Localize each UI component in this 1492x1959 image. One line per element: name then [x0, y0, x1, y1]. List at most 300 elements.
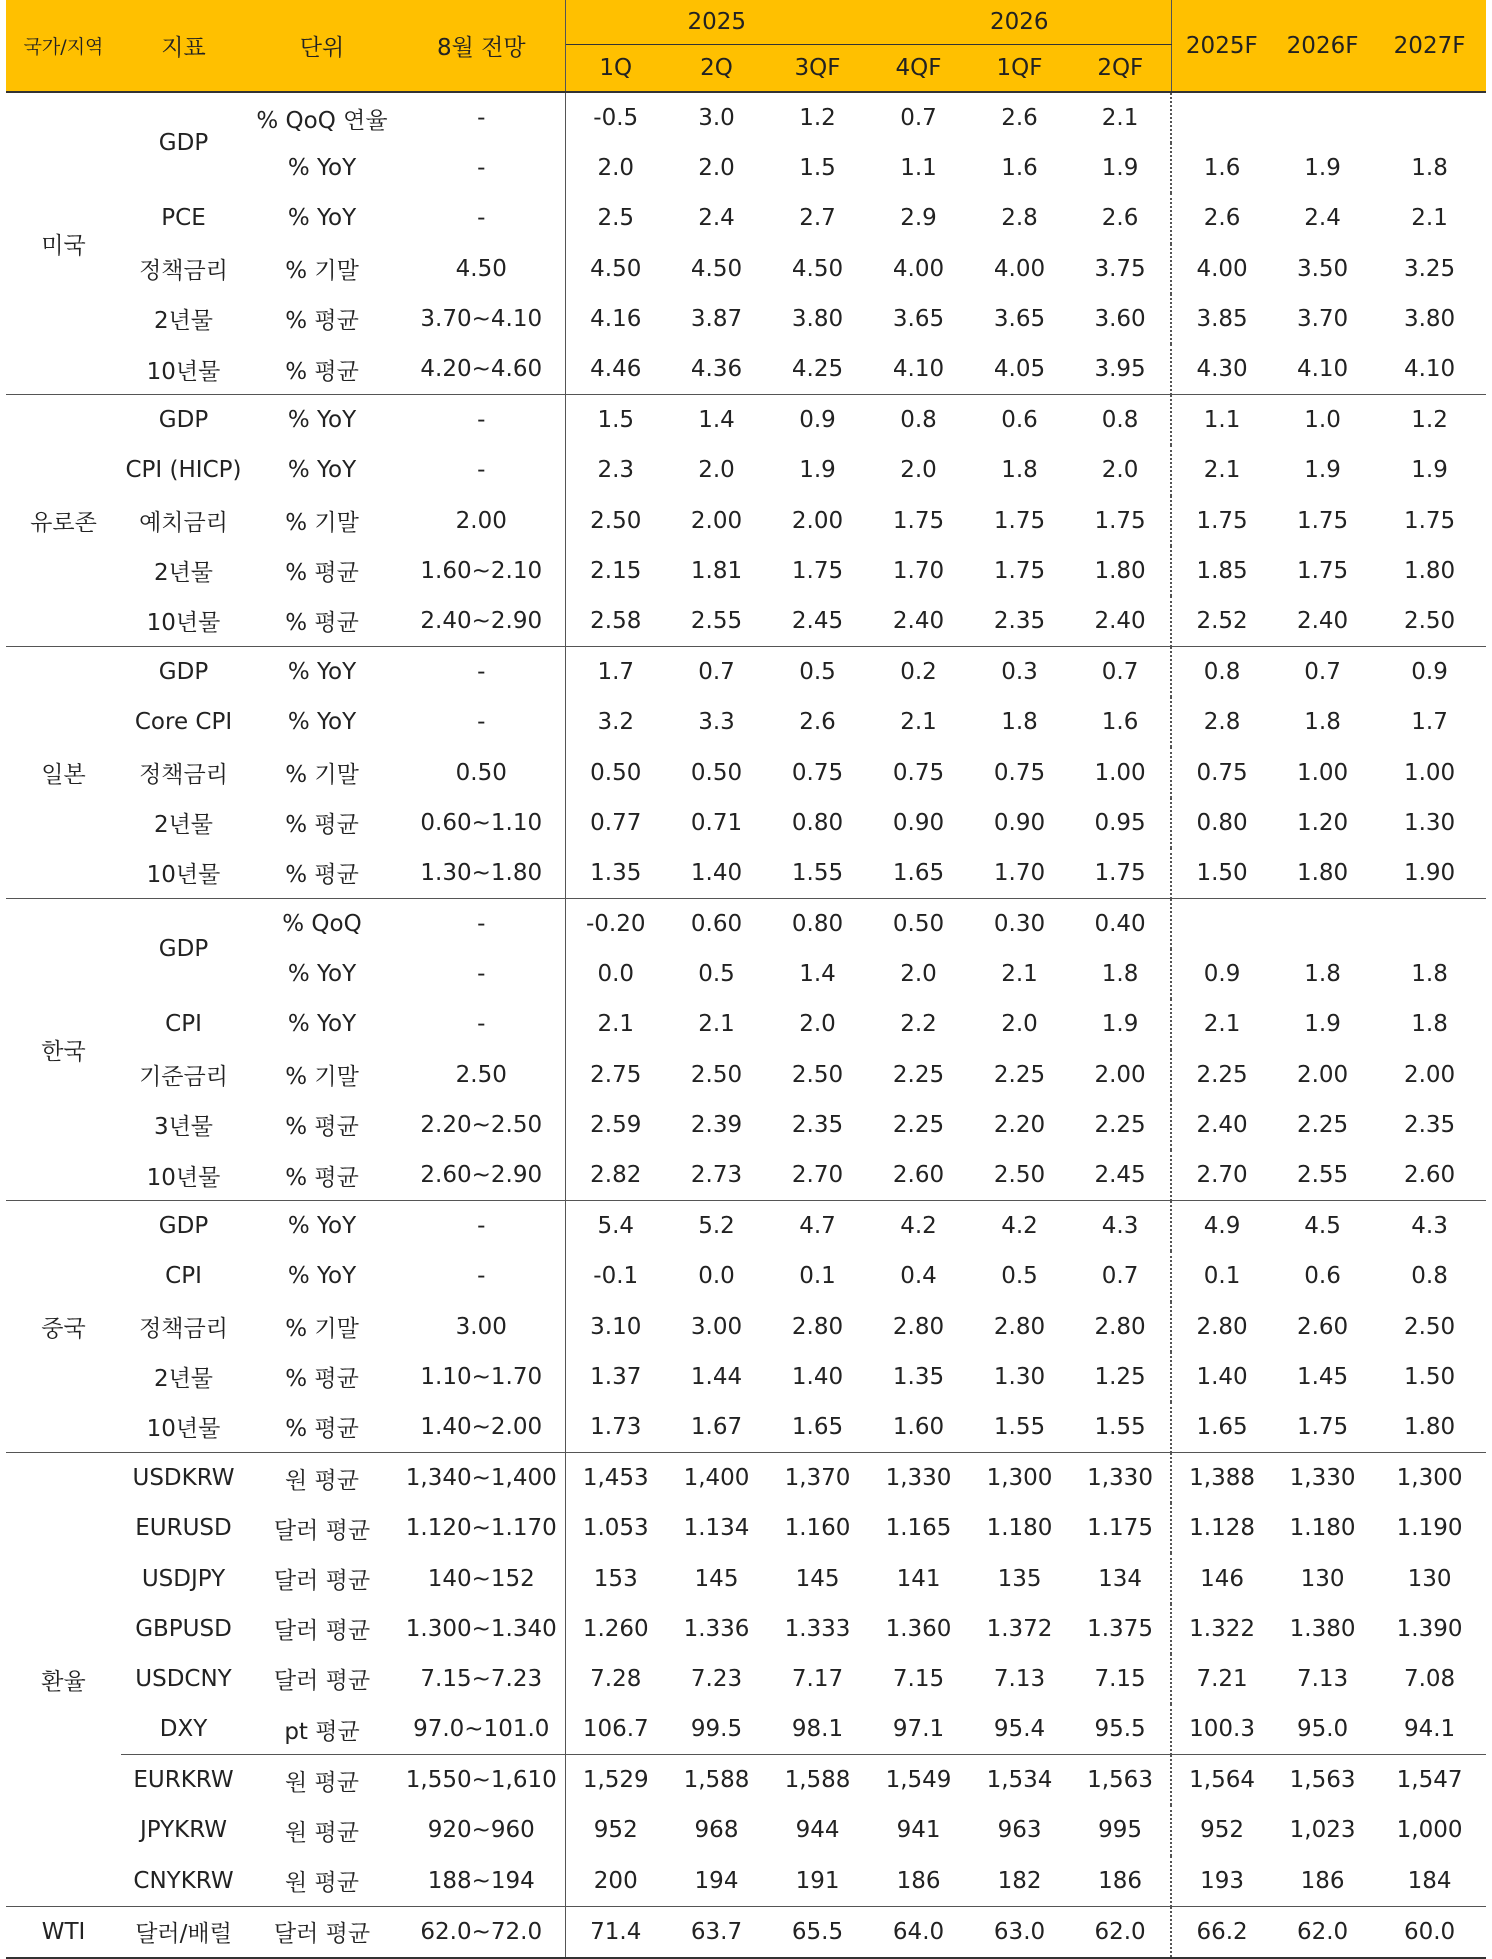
- quarter-value-cell: 0.95: [1070, 798, 1171, 848]
- unit-cell: % YoY: [287, 709, 357, 736]
- august-outlook-cell: 2.40~2.90: [398, 596, 565, 647]
- quarter-value-cell: 4.2: [969, 1201, 1070, 1252]
- quarter-value-cell: 2.25: [892, 1111, 945, 1138]
- annual-value-cell: [1272, 92, 1373, 143]
- quarter-value-cell: 3.80: [791, 305, 844, 332]
- annual-value-cell: 2.4: [1304, 205, 1341, 232]
- table-row: [6, 1553, 1486, 1603]
- indicator-cell: 10년물: [146, 862, 221, 889]
- table-row: [6, 1100, 1486, 1150]
- quarter-value-cell: 2.50: [791, 1061, 844, 1088]
- annual-value-cell: 0.6: [1304, 1263, 1341, 1290]
- quarter-value-cell: 4.50: [590, 255, 642, 282]
- annual-value-cell: 130: [1300, 1565, 1345, 1592]
- unit-cell: % YoY: [287, 961, 357, 988]
- quarter-value-cell: 1.37: [590, 1363, 642, 1390]
- quarter-value-cell: 1.6: [1001, 155, 1038, 182]
- quarter-value-cell: 2.70: [791, 1162, 844, 1189]
- quarter-value-cell: 2.6: [969, 92, 1070, 143]
- quarter-value-cell: 2.80: [791, 1313, 844, 1340]
- august-outlook-cell: -: [398, 445, 565, 495]
- unit-cell: % YoY: [287, 1263, 357, 1290]
- quarter-value-cell: 4.25: [791, 356, 844, 383]
- august-outlook-cell: 4.20~4.60: [398, 344, 565, 395]
- annual-value-cell: 60.0: [1373, 1906, 1486, 1958]
- quarter-value-cell: 2.80: [1070, 1302, 1171, 1352]
- august-outlook-cell: 1.120~1.170: [398, 1503, 565, 1553]
- annual-value-cell: 193: [1200, 1867, 1245, 1894]
- annual-value-cell: 1.8: [1304, 961, 1341, 988]
- annual-value-cell: 2.55: [1296, 1162, 1349, 1189]
- annual-value-cell: 2.60: [1403, 1162, 1456, 1189]
- annual-value-cell: 3.70: [1296, 305, 1349, 332]
- quarter-value-cell: 1.333: [784, 1615, 851, 1642]
- annual-value-cell: 1,388: [1171, 1453, 1272, 1504]
- quarter-value-cell: 2.80: [892, 1313, 945, 1340]
- quarter-value-cell: 2.6: [1070, 193, 1171, 243]
- quarter-value-cell: 3.65: [993, 305, 1046, 332]
- annual-value-cell: 1.75: [1296, 1413, 1349, 1440]
- quarter-value-cell: 1.75: [1070, 496, 1171, 546]
- quarter-value-cell: 71.4: [565, 1906, 666, 1958]
- header-quarter: 4QF: [868, 45, 969, 93]
- indicator-cell: EURKRW: [121, 1755, 246, 1806]
- quarter-value-cell: 97.1: [892, 1716, 945, 1743]
- header-unit: 단위: [246, 0, 398, 92]
- quarter-value-cell: 1.30: [993, 1363, 1046, 1390]
- quarter-value-cell: 2.20: [993, 1111, 1046, 1138]
- august-outlook-cell: -: [398, 92, 565, 143]
- unit-cell: 달러 평균: [273, 1517, 371, 1544]
- quarter-value-cell: 1.1: [900, 155, 937, 182]
- quarter-value-cell: 4.46: [590, 356, 642, 383]
- quarter-value-cell: 7.13: [993, 1665, 1046, 1692]
- quarter-value-cell: 963: [997, 1817, 1042, 1844]
- quarter-value-cell: 0.9: [767, 395, 868, 446]
- quarter-value-cell: 1.6: [1070, 697, 1171, 747]
- quarter-value-cell: 4.16: [590, 305, 642, 332]
- quarter-value-cell: 2.6: [799, 709, 836, 736]
- quarter-value-cell: 2.0: [698, 155, 735, 182]
- quarter-value-cell: 0.5: [1001, 1263, 1038, 1290]
- quarter-value-cell: 3.2: [597, 709, 635, 736]
- annual-value-cell: 1.9: [1411, 457, 1448, 484]
- quarter-value-cell: 2.8: [1001, 205, 1038, 232]
- quarter-value-cell: 1.260: [582, 1615, 649, 1642]
- quarter-value-cell: 98.1: [791, 1716, 844, 1743]
- indicator-cell: 정책금리: [139, 762, 228, 789]
- annual-value-cell: 7.13: [1296, 1665, 1349, 1692]
- annual-value-cell: 1,564: [1171, 1755, 1272, 1806]
- quarter-value-cell: 1.4: [666, 395, 767, 446]
- annual-value-cell: 186: [1300, 1867, 1345, 1894]
- indicator-cell: 10년물: [146, 1416, 221, 1443]
- quarter-value-cell: 63.0: [969, 1906, 1070, 1958]
- table-row: [6, 848, 1486, 899]
- quarter-value-cell: 1.372: [986, 1615, 1053, 1642]
- quarter-value-cell: 95.4: [993, 1716, 1046, 1743]
- quarter-value-cell: 1.40: [791, 1363, 844, 1390]
- indicator-cell: USDCNY: [135, 1665, 232, 1692]
- quarter-value-cell: 1.35: [892, 1363, 945, 1390]
- annual-value-cell: 66.2: [1171, 1906, 1272, 1958]
- annual-value-cell: 4.5: [1272, 1201, 1373, 1252]
- annual-value-cell: 184: [1407, 1867, 1452, 1894]
- quarter-value-cell: 0.80: [791, 809, 844, 836]
- august-outlook-cell: -: [398, 143, 565, 193]
- indicator-cell: 10년물: [146, 610, 221, 637]
- august-outlook-cell: 1.40~2.00: [398, 1402, 565, 1453]
- unit-cell: % YoY: [246, 647, 398, 698]
- indicator-cell: Core CPI: [134, 709, 233, 736]
- quarter-value-cell: 5.4: [565, 1201, 666, 1252]
- region-cell: 한국: [6, 899, 121, 1201]
- quarter-value-cell: 1.175: [1070, 1503, 1171, 1553]
- table-row: [6, 1654, 1486, 1704]
- table-row: [6, 747, 1486, 797]
- annual-value-cell: [1373, 899, 1486, 950]
- quarter-value-cell: 2.39: [690, 1111, 743, 1138]
- annual-value-cell: 1.75: [1196, 507, 1248, 534]
- unit-cell: % 기말: [285, 1316, 359, 1343]
- quarter-value-cell: 0.50: [868, 899, 969, 950]
- quarter-value-cell: 2.75: [590, 1061, 642, 1088]
- quarter-value-cell: 0.2: [868, 647, 969, 698]
- quarter-value-cell: 1,330: [868, 1453, 969, 1504]
- table-row: [6, 1856, 1486, 1907]
- annual-value-cell: 1.190: [1396, 1515, 1463, 1542]
- quarter-value-cell: 0.40: [1070, 899, 1171, 950]
- header-quarter: 3QF: [767, 45, 868, 93]
- quarter-value-cell: 3.0: [666, 92, 767, 143]
- unit-cell: % 기말: [285, 1064, 359, 1091]
- quarter-value-cell: 4.3: [1070, 1201, 1171, 1252]
- quarter-value-cell: -0.5: [565, 92, 666, 143]
- quarter-value-cell: 1.165: [885, 1515, 952, 1542]
- quarter-value-cell: 2.0: [799, 1011, 836, 1038]
- quarter-value-cell: 0.75: [791, 759, 844, 786]
- quarter-value-cell: 0.7: [1070, 1251, 1171, 1301]
- quarter-value-cell: 1,549: [868, 1755, 969, 1806]
- annual-value-cell: 1,330: [1272, 1453, 1373, 1504]
- quarter-value-cell: 1.8: [1070, 949, 1171, 999]
- unit-cell: % 평균: [285, 812, 359, 839]
- annual-value-cell: 2.1: [1203, 1011, 1241, 1038]
- quarter-value-cell: 153: [593, 1565, 638, 1592]
- quarter-value-cell: 1.8: [1001, 709, 1038, 736]
- quarter-value-cell: 1.9: [799, 457, 836, 484]
- annual-value-cell: 1.322: [1189, 1615, 1255, 1642]
- quarter-value-cell: 62.0: [1070, 1906, 1171, 1958]
- annual-value-cell: 95.0: [1296, 1716, 1349, 1743]
- indicator-cell: 10년물: [146, 1164, 221, 1191]
- unit-cell: 원 평균: [285, 1870, 359, 1897]
- unit-cell: % YoY: [287, 155, 357, 182]
- quarter-value-cell: 2.25: [892, 1061, 945, 1088]
- quarter-value-cell: 1,300: [969, 1453, 1070, 1504]
- annual-value-cell: 2.00: [1403, 1061, 1456, 1088]
- quarter-value-cell: 141: [896, 1565, 941, 1592]
- indicator-cell: CPI: [165, 1011, 202, 1038]
- annual-value-cell: 2.35: [1403, 1111, 1456, 1138]
- annual-value-cell: 1.390: [1396, 1615, 1463, 1642]
- indicator-cell: EURUSD: [135, 1515, 232, 1542]
- quarter-value-cell: 0.60: [666, 899, 767, 950]
- quarter-value-cell: 2.35: [791, 1111, 844, 1138]
- annual-value-cell: 0.9: [1203, 961, 1241, 988]
- quarter-value-cell: 1.375: [1070, 1604, 1171, 1654]
- quarter-value-cell: 2.9: [900, 205, 937, 232]
- quarter-value-cell: 7.15: [892, 1665, 945, 1692]
- annual-value-cell: 1.65: [1196, 1413, 1248, 1440]
- table-row: [6, 647, 1486, 698]
- quarter-value-cell: 5.2: [666, 1201, 767, 1252]
- indicator-cell: GDP: [121, 647, 246, 698]
- annual-value-cell: 4.10: [1296, 356, 1349, 383]
- table-row: [6, 294, 1486, 344]
- quarter-value-cell: 4.05: [993, 356, 1046, 383]
- quarter-value-cell: 2.73: [690, 1162, 743, 1189]
- table-row: [6, 1755, 1486, 1806]
- quarter-value-cell: 1.65: [791, 1413, 844, 1440]
- quarter-value-cell: 1.55: [993, 1413, 1046, 1440]
- august-outlook-cell: -: [398, 697, 565, 747]
- quarter-value-cell: 0.0: [698, 1263, 735, 1290]
- annual-value-cell: 1.80: [1296, 859, 1349, 886]
- indicator-cell: USDKRW: [121, 1453, 246, 1504]
- annual-value-cell: 2.00: [1296, 1061, 1349, 1088]
- table-row: [6, 445, 1486, 495]
- unit-cell: 달러 평균: [273, 1568, 371, 1595]
- quarter-value-cell: 1.75: [892, 507, 945, 534]
- annual-value-cell: 3.25: [1403, 255, 1456, 282]
- annual-value-cell: 1.00: [1296, 759, 1349, 786]
- annual-value-cell: 1.1: [1171, 395, 1272, 446]
- august-outlook-cell: 1,550~1,610: [398, 1755, 565, 1806]
- quarter-value-cell: 0.6: [969, 395, 1070, 446]
- header-annual-2026f: 2026F: [1272, 0, 1373, 92]
- quarter-value-cell: 0.50: [590, 759, 642, 786]
- august-outlook-cell: 0.60~1.10: [398, 798, 565, 848]
- indicator-cell: 10년물: [146, 358, 221, 385]
- header-year-2026: 2026: [868, 0, 1171, 45]
- august-outlook-cell: 97.0~101.0: [398, 1704, 565, 1755]
- table-row: [6, 1604, 1486, 1654]
- quarter-value-cell: 2.35: [993, 607, 1046, 634]
- quarter-value-cell: 0.75: [892, 759, 945, 786]
- table-row: [6, 1402, 1486, 1453]
- quarter-value-cell: 1.60: [892, 1413, 945, 1440]
- quarter-value-cell: 2.59: [590, 1111, 642, 1138]
- quarter-value-cell: 0.5: [698, 961, 735, 988]
- table-row: [6, 244, 1486, 294]
- quarter-value-cell: 1.70: [892, 557, 945, 584]
- quarter-value-cell: 2.1: [597, 1011, 635, 1038]
- indicator-cell: CPI: [165, 1263, 202, 1290]
- table-row: [6, 1352, 1486, 1402]
- quarter-value-cell: 99.5: [690, 1716, 743, 1743]
- quarter-value-cell: 106.7: [582, 1716, 649, 1743]
- table-row: [6, 1906, 1486, 1958]
- quarter-value-cell: 0.71: [690, 809, 743, 836]
- quarter-value-cell: 2.0: [597, 155, 635, 182]
- unit-cell: % YoY: [287, 205, 357, 232]
- economic-forecast-table: [6, 0, 1486, 1959]
- unit-cell: 원 평균: [246, 1755, 398, 1806]
- annual-value-cell: 1.50: [1196, 859, 1248, 886]
- unit-cell: % 평균: [285, 1416, 359, 1443]
- quarter-value-cell: 3.65: [892, 305, 945, 332]
- quarter-value-cell: 3.10: [590, 1313, 642, 1340]
- indicator-cell: 2년물: [153, 1366, 214, 1393]
- unit-cell: % YoY: [246, 395, 398, 446]
- header-quarter: 2Q: [666, 45, 767, 93]
- table-row: [6, 697, 1486, 747]
- table-row: [6, 1805, 1486, 1855]
- annual-value-cell: 1.45: [1296, 1363, 1349, 1390]
- annual-value-cell: 1.380: [1289, 1615, 1356, 1642]
- annual-value-cell: 2.1: [1203, 457, 1241, 484]
- quarter-value-cell: 4.50: [690, 255, 743, 282]
- annual-value-cell: 1.8: [1411, 1011, 1448, 1038]
- quarter-value-cell: 1.40: [690, 859, 743, 886]
- annual-value-cell: [1373, 92, 1486, 143]
- august-outlook-cell: -: [398, 1251, 565, 1301]
- annual-value-cell: 4.3: [1373, 1201, 1486, 1252]
- august-outlook-cell: -: [398, 949, 565, 999]
- annual-value-cell: 1.9: [1304, 1011, 1341, 1038]
- quarter-value-cell: 0.8: [868, 395, 969, 446]
- quarter-value-cell: 0.8: [1070, 395, 1171, 446]
- quarter-value-cell: 0.30: [969, 899, 1070, 950]
- quarter-value-cell: 995: [1070, 1805, 1171, 1855]
- quarter-value-cell: 2.0: [900, 457, 937, 484]
- header-annual-2025f: 2025F: [1171, 0, 1272, 92]
- unit-cell: % 평균: [285, 1164, 359, 1191]
- quarter-value-cell: 1.80: [1070, 546, 1171, 596]
- august-outlook-cell: 3.00: [398, 1302, 565, 1352]
- annual-value-cell: 1.9: [1304, 155, 1341, 182]
- quarter-value-cell: 1.73: [590, 1413, 642, 1440]
- annual-value-cell: 94.1: [1403, 1716, 1456, 1743]
- quarter-value-cell: 2.0: [1070, 445, 1171, 495]
- annual-value-cell: 2.80: [1196, 1313, 1248, 1340]
- annual-value-cell: 2.25: [1296, 1111, 1349, 1138]
- indicator-cell: CPI (HICP): [125, 457, 242, 484]
- unit-cell: 원 평균: [246, 1453, 398, 1504]
- unit-cell: % 평균: [285, 1114, 359, 1141]
- unit-cell: % YoY: [287, 457, 357, 484]
- unit-cell: % 기말: [285, 258, 359, 285]
- header-quarter: 1Q: [565, 45, 666, 93]
- august-outlook-cell: -: [398, 1201, 565, 1252]
- annual-value-cell: 1.00: [1403, 759, 1456, 786]
- quarter-value-cell: 1.5: [799, 155, 836, 182]
- table-body: [6, 92, 1486, 1958]
- august-outlook-cell: 1.10~1.70: [398, 1352, 565, 1402]
- annual-value-cell: 1.80: [1403, 1413, 1456, 1440]
- quarter-value-cell: 2.0: [1001, 1011, 1038, 1038]
- quarter-value-cell: 1.8: [1001, 457, 1038, 484]
- annual-value-cell: 1.8: [1304, 709, 1341, 736]
- table-header: [6, 0, 1486, 92]
- unit-cell: % 평균: [285, 560, 359, 587]
- unit-cell: % 평균: [285, 308, 359, 335]
- quarter-value-cell: 4.36: [690, 356, 743, 383]
- august-outlook-cell: 1.60~2.10: [398, 546, 565, 596]
- quarter-value-cell: 182: [997, 1867, 1042, 1894]
- quarter-value-cell: 7.15: [1070, 1654, 1171, 1704]
- table-row: [6, 899, 1486, 950]
- quarter-value-cell: 2.45: [1070, 1150, 1171, 1201]
- august-outlook-cell: -: [398, 395, 565, 446]
- indicator-cell: 정책금리: [139, 258, 228, 285]
- table-row: [6, 193, 1486, 243]
- annual-value-cell: 1,023: [1289, 1817, 1356, 1844]
- quarter-value-cell: 1.360: [885, 1615, 952, 1642]
- quarter-value-cell: 7.28: [590, 1665, 642, 1692]
- annual-value-cell: 1.7: [1411, 709, 1448, 736]
- annual-value-cell: 1.8: [1411, 155, 1448, 182]
- annual-value-cell: 2.60: [1296, 1313, 1349, 1340]
- quarter-value-cell: 0.50: [690, 759, 743, 786]
- annual-value-cell: 1.180: [1289, 1515, 1356, 1542]
- quarter-value-cell: 1.160: [784, 1515, 851, 1542]
- annual-value-cell: 0.8: [1411, 1263, 1448, 1290]
- quarter-value-cell: 3.87: [690, 305, 743, 332]
- quarter-value-cell: 2.00: [690, 507, 743, 534]
- quarter-value-cell: 944: [795, 1817, 840, 1844]
- august-outlook-cell: 0.50: [398, 747, 565, 797]
- indicator-cell: 3년물: [153, 1114, 214, 1141]
- quarter-value-cell: 3.75: [1070, 244, 1171, 294]
- unit-cell: % QoQ 연율: [246, 92, 398, 143]
- table-row: [6, 1704, 1486, 1755]
- annual-value-cell: 0.80: [1196, 809, 1248, 836]
- quarter-value-cell: 4.00: [993, 255, 1046, 282]
- indicator-cell: 정책금리: [139, 1316, 228, 1343]
- quarter-value-cell: 1,453: [565, 1453, 666, 1504]
- quarter-value-cell: 1.67: [690, 1413, 743, 1440]
- annual-value-cell: 2.8: [1203, 709, 1241, 736]
- header-quarter: 1QF: [969, 45, 1070, 93]
- annual-value-cell: 1.9: [1304, 457, 1341, 484]
- annual-value-cell: 4.9: [1171, 1201, 1272, 1252]
- annual-value-cell: 2.25: [1196, 1061, 1248, 1088]
- annual-value-cell: 3.85: [1196, 305, 1248, 332]
- unit-cell: 달러 평균: [273, 1668, 371, 1695]
- quarter-value-cell: 134: [1070, 1553, 1171, 1603]
- august-outlook-cell: -: [398, 999, 565, 1049]
- region-cell: 중국: [6, 1201, 121, 1453]
- table-row: [6, 1251, 1486, 1301]
- indicator-cell: CNYKRW: [133, 1867, 234, 1894]
- quarter-value-cell: 0.4: [900, 1263, 937, 1290]
- header-quarter: 2QF: [1070, 45, 1171, 93]
- indicator-cell: 2년물: [153, 560, 214, 587]
- quarter-value-cell: 1.70: [993, 859, 1046, 886]
- region-cell: 미국: [6, 92, 121, 395]
- unit-cell: % 평균: [285, 862, 359, 889]
- unit-cell: % 기말: [285, 762, 359, 789]
- unit-cell: 원 평균: [285, 1819, 359, 1846]
- quarter-value-cell: 1,588: [767, 1755, 868, 1806]
- quarter-value-cell: 4.50: [791, 255, 844, 282]
- annual-value-cell: 7.21: [1196, 1665, 1248, 1692]
- quarter-value-cell: 0.90: [993, 809, 1046, 836]
- quarter-value-cell: 1.180: [986, 1515, 1053, 1542]
- quarter-value-cell: 2.2: [900, 1011, 937, 1038]
